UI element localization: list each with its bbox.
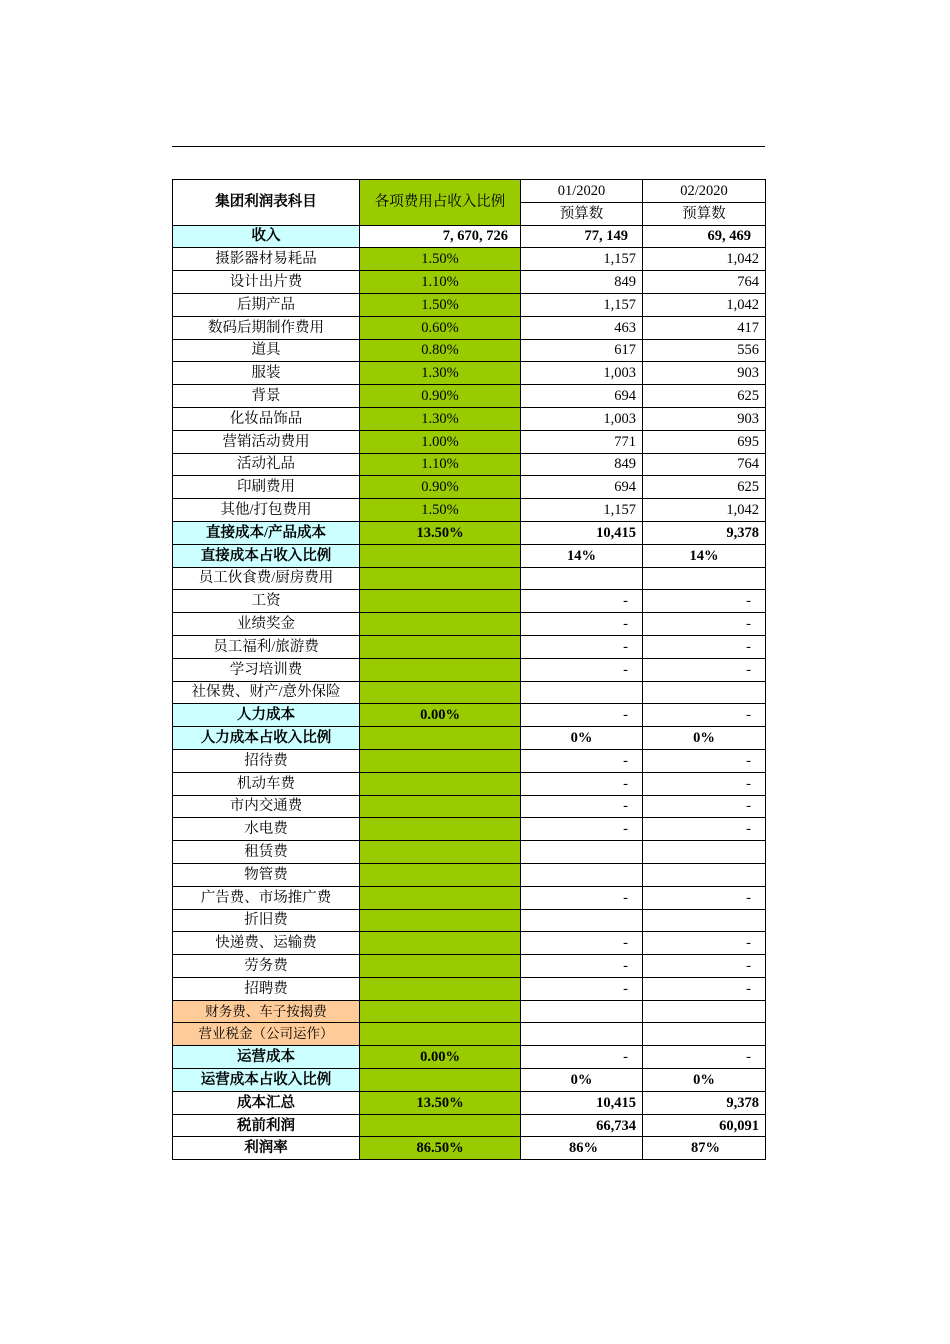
row-account-name: 人力成本 (173, 704, 360, 727)
profit-budget-table (172, 179, 766, 1160)
row-expense-ratio (360, 1023, 521, 1046)
row-expense-ratio: 1.50% (360, 248, 521, 271)
row-expense-ratio (360, 613, 521, 636)
table-row (173, 453, 766, 476)
table-row (173, 635, 766, 658)
row-account-name: 招聘费 (173, 977, 360, 1000)
table-row (173, 476, 766, 499)
table-row (173, 271, 766, 294)
row-budget-month-2: 903 (643, 407, 766, 430)
row-account-name: 业绩奖金 (173, 613, 360, 636)
row-budget-month-2: 764 (643, 453, 766, 476)
table-row (173, 1069, 766, 1092)
row-expense-ratio (360, 886, 521, 909)
row-account-name: 直接成本占收入比例 (173, 544, 360, 567)
row-budget-month-1: 1,157 (521, 293, 643, 316)
row-budget-month-1: - (521, 704, 643, 727)
top-rule (172, 146, 765, 147)
row-budget-month-2: - (643, 749, 766, 772)
row-budget-month-2 (643, 681, 766, 704)
table-row (173, 1137, 766, 1160)
row-expense-ratio: 0.90% (360, 476, 521, 499)
row-expense-ratio (360, 544, 521, 567)
row-expense-ratio: 0.60% (360, 316, 521, 339)
table-row (173, 681, 766, 704)
table-row (173, 863, 766, 886)
row-account-name: 背景 (173, 385, 360, 408)
row-expense-ratio: 1.30% (360, 362, 521, 385)
row-account-name: 工资 (173, 590, 360, 613)
row-account-name: 成本汇总 (173, 1091, 360, 1114)
row-budget-month-2: 695 (643, 430, 766, 453)
row-budget-month-2: 69, 469 (643, 225, 766, 248)
row-budget-month-1: - (521, 749, 643, 772)
row-budget-month-2: - (643, 590, 766, 613)
row-budget-month-1: - (521, 932, 643, 955)
table-row (173, 704, 766, 727)
row-budget-month-1: 0% (521, 1069, 643, 1092)
row-account-name: 广告费、市场推广费 (173, 886, 360, 909)
table-row (173, 658, 766, 681)
row-account-name: 机动车费 (173, 772, 360, 795)
table-row (173, 521, 766, 544)
table-row (173, 316, 766, 339)
row-budget-month-1 (521, 1023, 643, 1046)
row-expense-ratio (360, 932, 521, 955)
row-budget-month-2: 0% (643, 727, 766, 750)
row-budget-month-1: 0% (521, 727, 643, 750)
row-budget-month-1 (521, 567, 643, 590)
row-expense-ratio: 0.90% (360, 385, 521, 408)
row-account-name: 运营成本 (173, 1046, 360, 1069)
row-budget-month-2: 625 (643, 385, 766, 408)
row-budget-month-2: - (643, 772, 766, 795)
row-budget-month-2: 556 (643, 339, 766, 362)
row-budget-month-2: 1,042 (643, 293, 766, 316)
row-budget-month-2: - (643, 635, 766, 658)
row-budget-month-1 (521, 681, 643, 704)
row-budget-month-1: 463 (521, 316, 643, 339)
row-budget-month-1: 10,415 (521, 1091, 643, 1114)
row-account-name: 营销活动费用 (173, 430, 360, 453)
row-expense-ratio (360, 909, 521, 932)
row-account-name: 学习培训费 (173, 658, 360, 681)
row-account-name: 数码后期制作费用 (173, 316, 360, 339)
row-budget-month-2: 9,378 (643, 1091, 766, 1114)
row-expense-ratio (360, 727, 521, 750)
row-account-name: 活动礼品 (173, 453, 360, 476)
row-budget-month-2: 1,042 (643, 499, 766, 522)
table-row (173, 841, 766, 864)
row-budget-month-2: 9,378 (643, 521, 766, 544)
row-account-name: 后期产品 (173, 293, 360, 316)
row-expense-ratio (360, 772, 521, 795)
row-budget-month-2: - (643, 658, 766, 681)
row-account-name: 税前利润 (173, 1114, 360, 1137)
row-budget-month-2: - (643, 613, 766, 636)
row-budget-month-1: - (521, 635, 643, 658)
table-row (173, 772, 766, 795)
table-row (173, 225, 766, 248)
row-account-name: 社保费、财产/意外保险 (173, 681, 360, 704)
row-budget-month-2 (643, 909, 766, 932)
table-row (173, 909, 766, 932)
table-row (173, 1023, 766, 1046)
row-account-name: 折旧费 (173, 909, 360, 932)
table-row (173, 362, 766, 385)
row-budget-month-1: - (521, 613, 643, 636)
row-budget-month-2: - (643, 1046, 766, 1069)
table-row (173, 749, 766, 772)
row-account-name: 员工伙食费/厨房费用 (173, 567, 360, 590)
row-budget-month-1: 694 (521, 476, 643, 499)
row-expense-ratio: 0.00% (360, 1046, 521, 1069)
row-budget-month-1: - (521, 818, 643, 841)
table-row (173, 499, 766, 522)
table-row (173, 590, 766, 613)
row-budget-month-1: - (521, 772, 643, 795)
row-budget-month-1: 1,157 (521, 499, 643, 522)
table-row (173, 818, 766, 841)
row-account-name: 招待费 (173, 749, 360, 772)
row-expense-ratio: 0.80% (360, 339, 521, 362)
row-account-name: 直接成本/产品成本 (173, 521, 360, 544)
row-budget-month-1: - (521, 1046, 643, 1069)
row-account-name: 收入 (173, 225, 360, 248)
row-expense-ratio (360, 977, 521, 1000)
row-budget-month-1: - (521, 955, 643, 978)
row-budget-month-2: 625 (643, 476, 766, 499)
row-expense-ratio (360, 658, 521, 681)
row-account-name: 设计出片费 (173, 271, 360, 294)
row-budget-month-1: - (521, 590, 643, 613)
row-budget-month-2: 0% (643, 1069, 766, 1092)
row-account-name: 道具 (173, 339, 360, 362)
row-expense-ratio (360, 590, 521, 613)
table-row (173, 385, 766, 408)
table-row (173, 544, 766, 567)
row-expense-ratio: 86.50% (360, 1137, 521, 1160)
row-budget-month-2: - (643, 886, 766, 909)
table-row (173, 430, 766, 453)
row-budget-month-2: 14% (643, 544, 766, 567)
table-row (173, 795, 766, 818)
row-expense-ratio (360, 1069, 521, 1092)
row-expense-ratio: 1.10% (360, 453, 521, 476)
row-budget-month-1: 86% (521, 1137, 643, 1160)
table-row (173, 1000, 766, 1023)
table-row (173, 977, 766, 1000)
row-budget-month-1: 14% (521, 544, 643, 567)
row-budget-month-2 (643, 567, 766, 590)
row-account-name: 租赁费 (173, 841, 360, 864)
row-budget-month-1: 849 (521, 453, 643, 476)
row-budget-month-2: 87% (643, 1137, 766, 1160)
row-account-name: 水电费 (173, 818, 360, 841)
row-budget-month-1: 1,003 (521, 362, 643, 385)
row-budget-month-1: - (521, 886, 643, 909)
table-row (173, 955, 766, 978)
header-budget-2: 预算数 (643, 202, 766, 225)
header-month-1: 01/2020 (521, 180, 643, 203)
row-expense-ratio: 0.00% (360, 704, 521, 727)
row-budget-month-2: - (643, 795, 766, 818)
header-account: 集团利润表科目 (173, 180, 360, 226)
table-row (173, 1091, 766, 1114)
table-row (173, 339, 766, 362)
row-budget-month-2: - (643, 955, 766, 978)
header-month-2: 02/2020 (643, 180, 766, 203)
table-row (173, 1046, 766, 1069)
row-account-name: 利润率 (173, 1137, 360, 1160)
table-row (173, 886, 766, 909)
row-budget-month-1: 1,157 (521, 248, 643, 271)
table-row (173, 727, 766, 750)
row-expense-ratio (360, 1000, 521, 1023)
row-budget-month-1: 771 (521, 430, 643, 453)
row-budget-month-2 (643, 841, 766, 864)
row-budget-month-1: 66,734 (521, 1114, 643, 1137)
row-budget-month-1 (521, 841, 643, 864)
row-expense-ratio (360, 635, 521, 658)
row-expense-ratio: 1.50% (360, 293, 521, 316)
row-budget-month-1: 10,415 (521, 521, 643, 544)
row-expense-ratio (360, 567, 521, 590)
row-account-name: 化妆品饰品 (173, 407, 360, 430)
row-budget-month-1 (521, 1000, 643, 1023)
table-row (173, 1114, 766, 1137)
row-budget-month-1 (521, 909, 643, 932)
row-expense-ratio: 1.00% (360, 430, 521, 453)
row-expense-ratio (360, 955, 521, 978)
row-budget-month-2: 1,042 (643, 248, 766, 271)
row-expense-ratio (360, 1114, 521, 1137)
row-account-name: 其他/打包费用 (173, 499, 360, 522)
row-budget-month-1: - (521, 658, 643, 681)
table-row (173, 407, 766, 430)
row-account-name: 市内交通费 (173, 795, 360, 818)
row-budget-month-2: - (643, 704, 766, 727)
row-budget-month-1: 1,003 (521, 407, 643, 430)
row-expense-ratio: 1.50% (360, 499, 521, 522)
row-account-name: 物管费 (173, 863, 360, 886)
row-budget-month-1: 77, 149 (521, 225, 643, 248)
row-account-name: 财务费、车子按揭费 (173, 1000, 360, 1023)
table-row (173, 932, 766, 955)
row-expense-ratio (360, 749, 521, 772)
row-account-name: 运营成本占收入比例 (173, 1069, 360, 1092)
table-row (173, 613, 766, 636)
row-budget-month-2: 764 (643, 271, 766, 294)
table-row (173, 567, 766, 590)
header-expense-ratio: 各项费用占收入比例 (360, 180, 521, 226)
header-row (173, 180, 766, 203)
row-expense-ratio: 1.30% (360, 407, 521, 430)
row-expense-ratio (360, 863, 521, 886)
row-expense-ratio: 13.50% (360, 1091, 521, 1114)
table-row (173, 248, 766, 271)
row-budget-month-2: - (643, 977, 766, 1000)
row-budget-month-2: 903 (643, 362, 766, 385)
row-expense-ratio (360, 795, 521, 818)
row-budget-month-1 (521, 863, 643, 886)
row-expense-ratio (360, 681, 521, 704)
table-row (173, 293, 766, 316)
row-expense-ratio (360, 818, 521, 841)
row-expense-ratio: 1.10% (360, 271, 521, 294)
row-budget-month-1: 617 (521, 339, 643, 362)
row-account-name: 人力成本占收入比例 (173, 727, 360, 750)
row-account-name: 摄影器材易耗品 (173, 248, 360, 271)
header-budget-1: 预算数 (521, 202, 643, 225)
row-account-name: 劳务费 (173, 955, 360, 978)
row-budget-month-1: 849 (521, 271, 643, 294)
row-account-name: 快递费、运输费 (173, 932, 360, 955)
row-budget-month-2: 60,091 (643, 1114, 766, 1137)
row-budget-month-1: 694 (521, 385, 643, 408)
row-expense-ratio: 7, 670, 726 (360, 225, 521, 248)
row-budget-month-2: - (643, 818, 766, 841)
row-budget-month-2 (643, 1000, 766, 1023)
row-account-name: 印刷费用 (173, 476, 360, 499)
row-expense-ratio: 13.50% (360, 521, 521, 544)
row-budget-month-1: - (521, 977, 643, 1000)
row-account-name: 员工福利/旅游费 (173, 635, 360, 658)
row-budget-month-2: - (643, 932, 766, 955)
row-account-name: 营业税金（公司运作） (173, 1023, 360, 1046)
row-budget-month-2: 417 (643, 316, 766, 339)
row-account-name: 服装 (173, 362, 360, 385)
row-budget-month-1: - (521, 795, 643, 818)
row-expense-ratio (360, 841, 521, 864)
row-budget-month-2 (643, 863, 766, 886)
row-budget-month-2 (643, 1023, 766, 1046)
